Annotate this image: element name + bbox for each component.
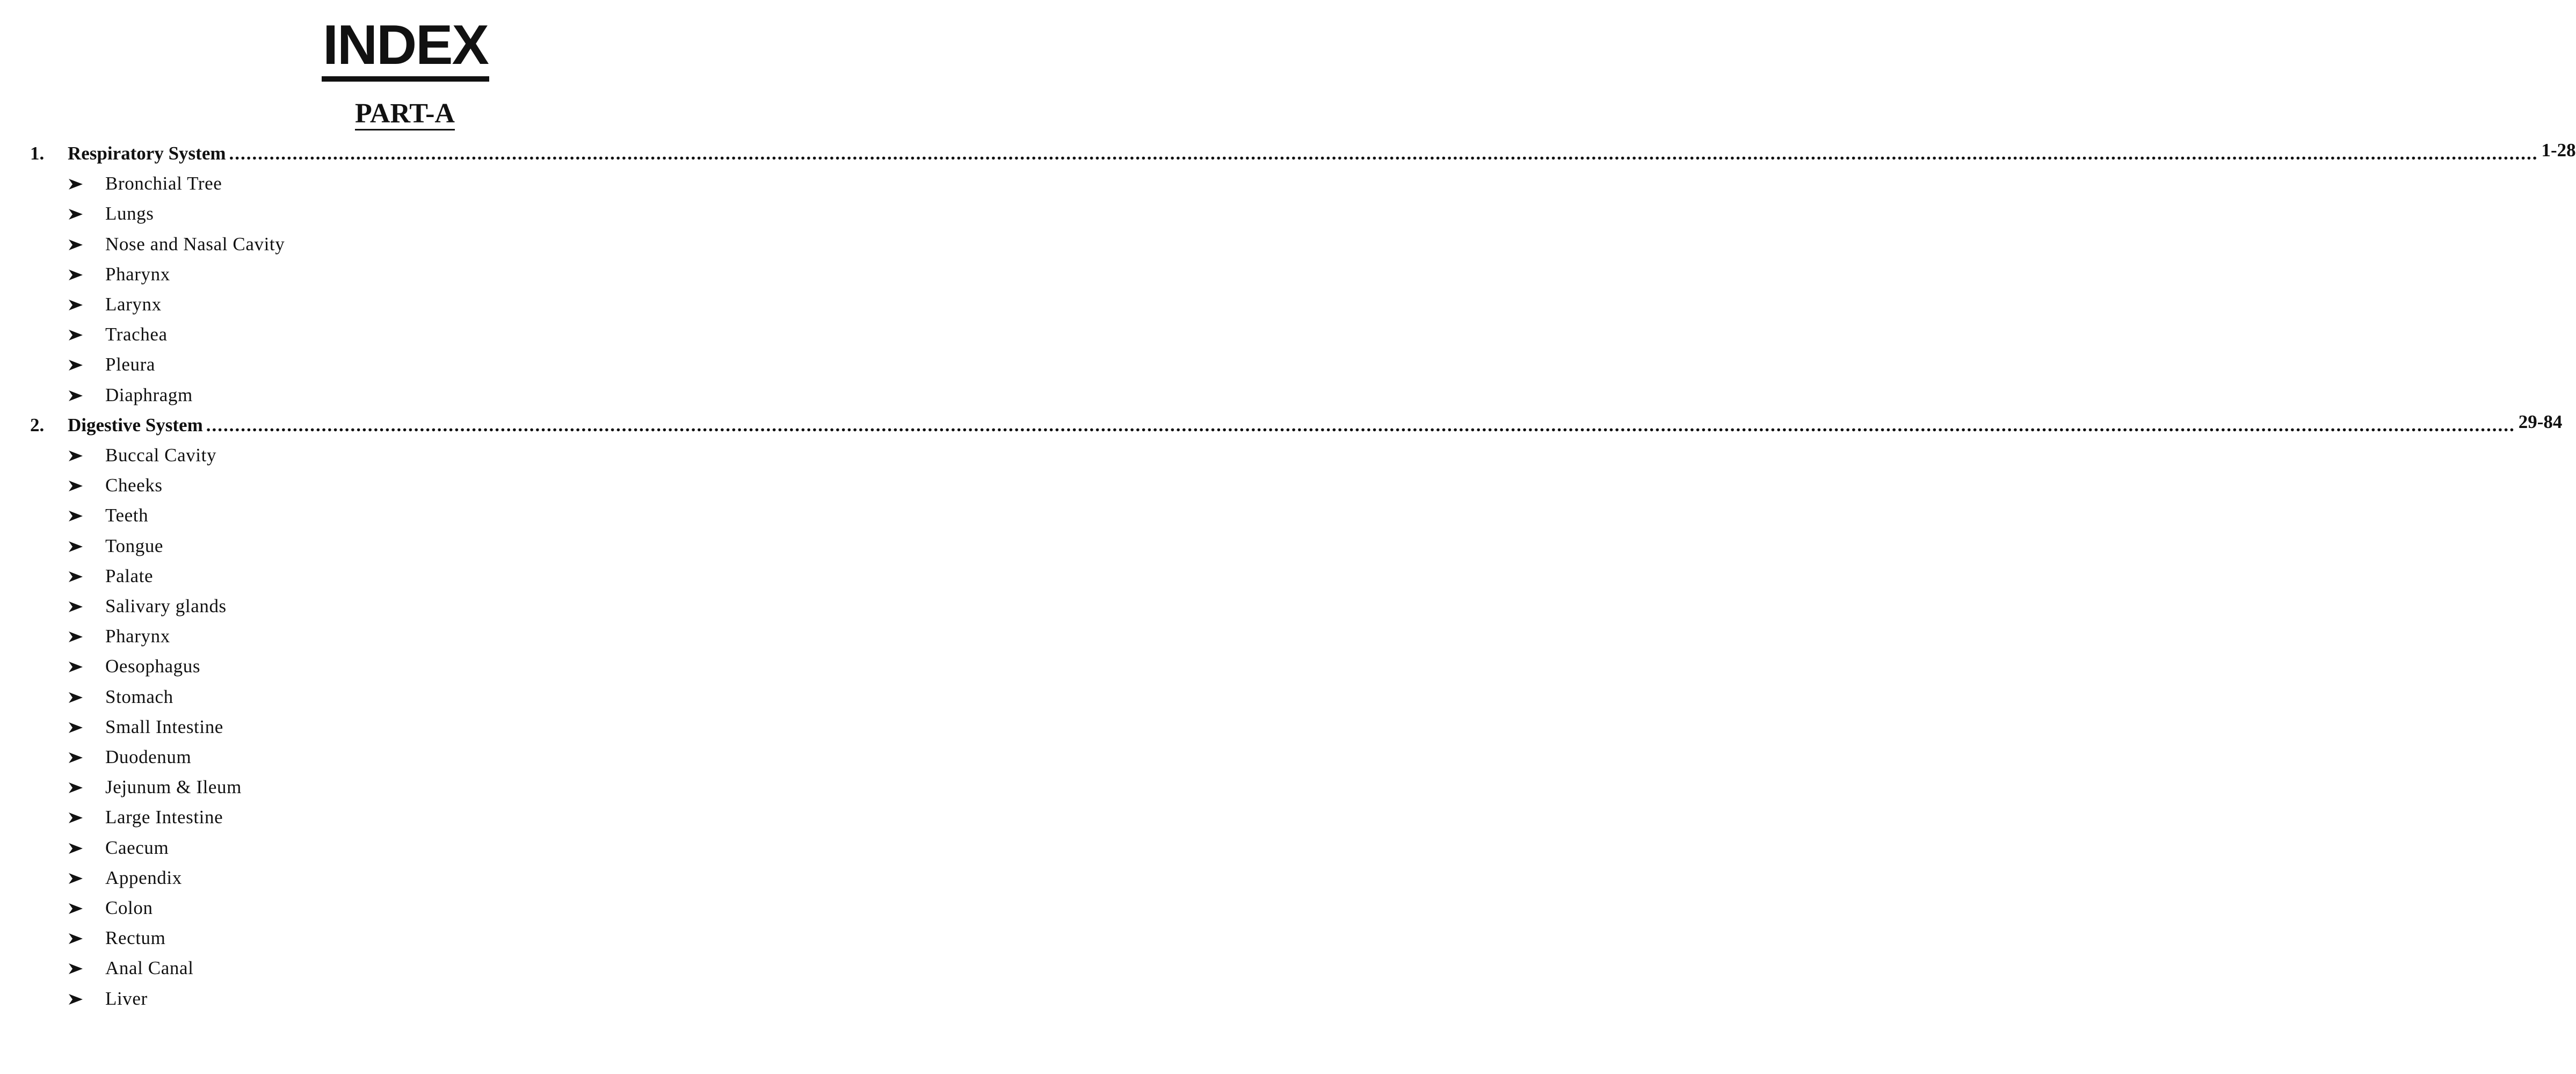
- dot-leader: ................................................................................................................................................................................................................................................................................................................................................................................................................: [229, 143, 2538, 164]
- section-page-range: 29-84: [2518, 411, 2563, 432]
- toc-section-row: [30, 139, 2576, 169]
- arrowhead-bullet-icon: [67, 561, 86, 591]
- list-item-label: Rectum: [105, 927, 166, 949]
- list-item-label: Jejunum & Ileum: [105, 777, 242, 798]
- arrowhead-bullet-icon: [67, 953, 86, 983]
- arrowhead-bullet-icon: [67, 712, 86, 742]
- list-item-label: Diaphragm: [105, 384, 193, 405]
- list-item-label: Salivary glands: [105, 596, 227, 616]
- arrowhead-bullet-icon: [67, 169, 86, 199]
- arrowhead-bullet-icon: [67, 893, 86, 923]
- list-item-label: Oesophagus: [105, 656, 201, 677]
- arrowhead-bullet-icon: [67, 199, 86, 229]
- list-item-label: Trachea: [105, 324, 168, 345]
- toc-section-row: [30, 410, 2563, 440]
- arrowhead-bullet-icon: [67, 320, 86, 350]
- list-item-label: Liver: [105, 988, 148, 1009]
- list-item-label: Appendix: [105, 867, 182, 888]
- list-item-label: Pleura: [105, 354, 156, 375]
- section-heading-line: [68, 139, 2576, 169]
- list-item-label: Duodenum: [105, 746, 192, 767]
- arrowhead-bullet-icon: [67, 863, 86, 893]
- arrowhead-bullet-icon: [67, 440, 86, 470]
- arrowhead-bullet-icon: [67, 923, 86, 953]
- list-item-label: Bronchial Tree: [105, 173, 222, 194]
- arrowhead-bullet-icon: [67, 682, 86, 712]
- arrowhead-bullet-icon: [67, 229, 86, 259]
- arrowhead-bullet-icon: [67, 500, 86, 531]
- arrowhead-bullet-icon: [67, 651, 86, 681]
- section-number: 1.: [30, 143, 45, 164]
- list-item-label: Lungs: [105, 203, 154, 224]
- section-name: Respiratory System: [68, 143, 226, 164]
- list-item-label: Buccal Cavity: [105, 445, 217, 466]
- section-name: Digestive System: [68, 414, 203, 436]
- arrowhead-bullet-icon: [67, 772, 86, 802]
- arrowhead-bullet-icon: [67, 833, 86, 863]
- arrowhead-bullet-icon: [67, 380, 86, 410]
- section-heading-line: [68, 410, 2563, 440]
- list-item-label: Large Intestine: [105, 807, 223, 828]
- list-item-label: Caecum: [105, 837, 169, 858]
- list-item-label: Stomach: [105, 686, 173, 707]
- arrowhead-bullet-icon: [67, 350, 86, 380]
- list-item-label: Pharynx: [105, 263, 170, 285]
- arrowhead-bullet-icon: [67, 742, 86, 772]
- section-page-range: 1-28: [2541, 140, 2576, 161]
- arrowhead-bullet-icon: [67, 802, 86, 832]
- list-item-label: Small Intestine: [105, 716, 223, 737]
- arrowhead-bullet-icon: [67, 591, 86, 621]
- list-item-label: Teeth: [105, 505, 149, 526]
- list-item-label: Palate: [105, 565, 154, 586]
- list-item-label: Pharynx: [105, 626, 170, 647]
- arrowhead-bullet-icon: [67, 470, 86, 500]
- arrowhead-bullet-icon: [67, 259, 86, 289]
- list-item-label: Colon: [105, 897, 153, 918]
- list-item-label: Tongue: [105, 535, 164, 556]
- list-item-label: Nose and Nasal Cavity: [105, 233, 285, 255]
- arrowhead-bullet-icon: [67, 621, 86, 651]
- arrowhead-bullet-icon: [67, 984, 86, 1014]
- list-item-label: Anal Canal: [105, 957, 194, 979]
- part-title-text: PART-A: [355, 100, 455, 130]
- arrowhead-bullet-icon: [67, 289, 86, 320]
- list-item-label: Cheeks: [105, 475, 163, 496]
- arrowhead-bullet-icon: [67, 531, 86, 561]
- list-item-label: Larynx: [105, 294, 162, 315]
- index-title-text: INDEX: [322, 17, 489, 82]
- section-number: 2.: [30, 414, 45, 436]
- dot-leader: ................................................................................................................................................................................................................................................................................................................................................................................................................: [206, 414, 2515, 436]
